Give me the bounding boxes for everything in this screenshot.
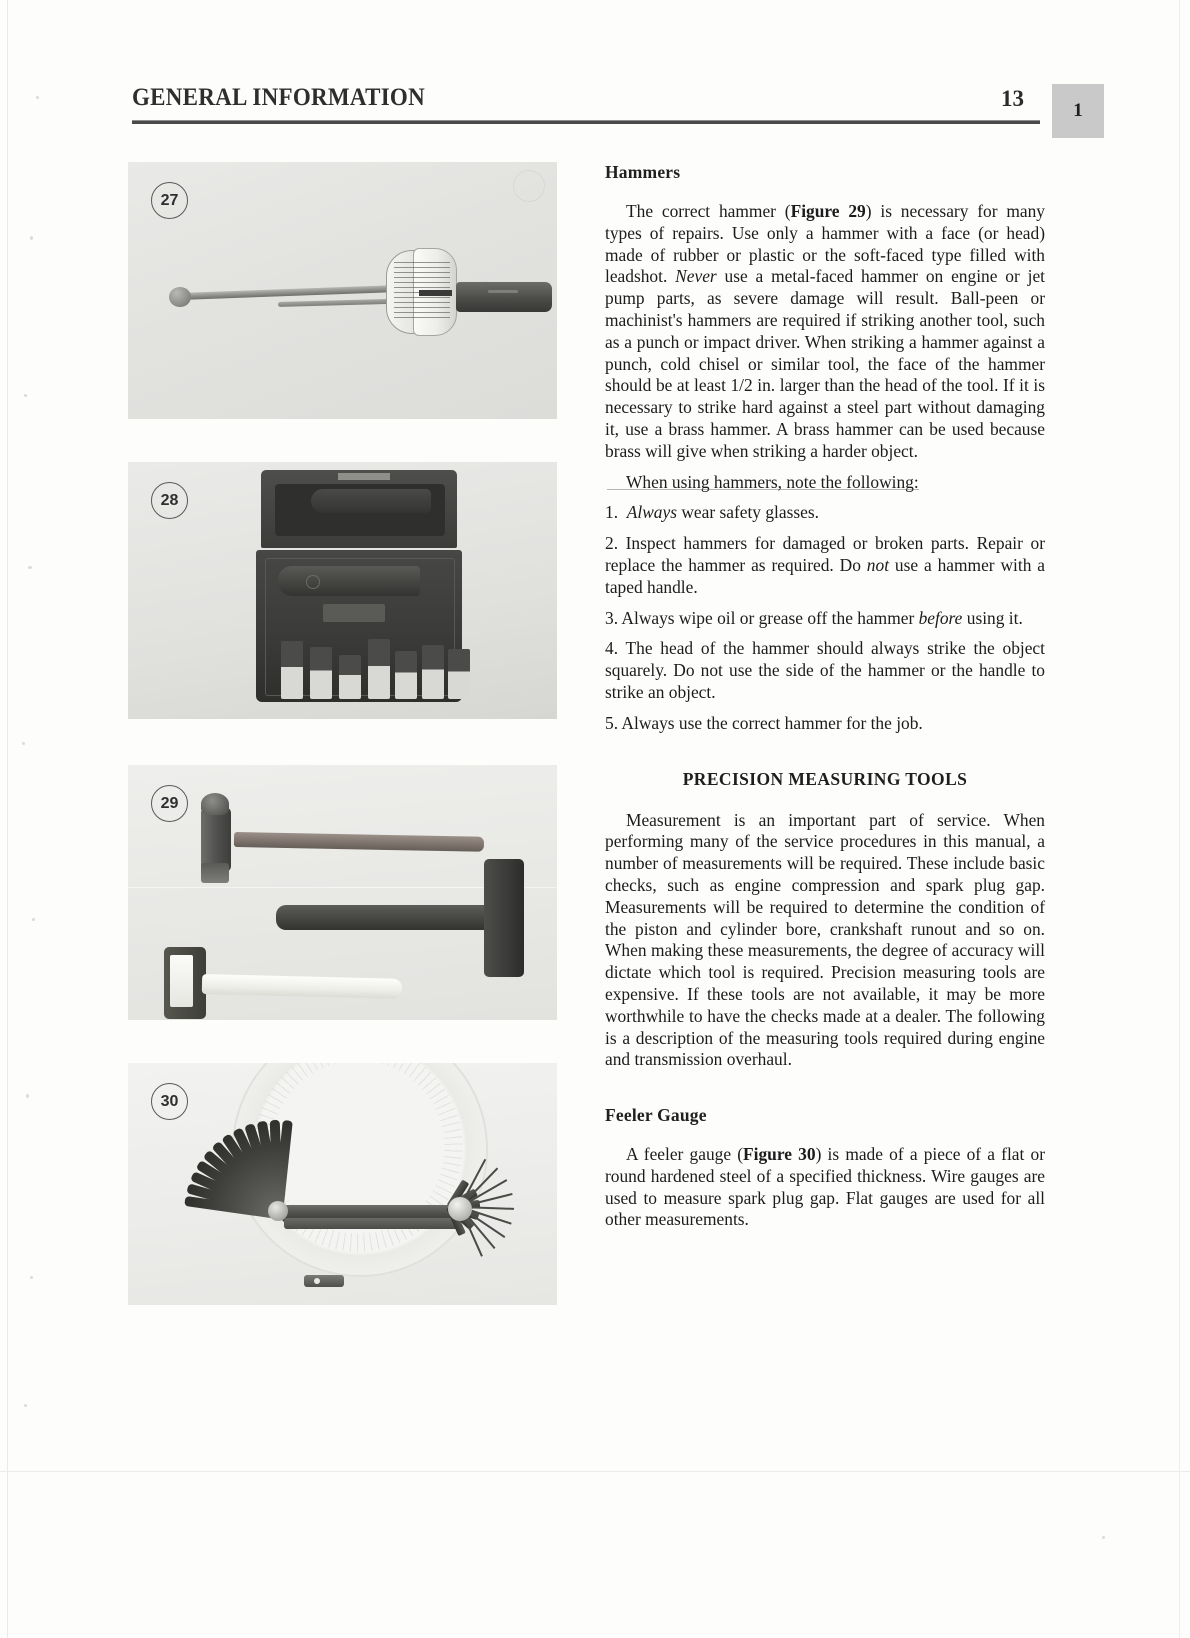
scan-speckle bbox=[24, 1404, 27, 1407]
hammers-paragraph bbox=[605, 201, 1045, 463]
precision-measuring-paragraph: Measurement is an important part of service. When performing many of the service procedures in this manual, a number of measurements will be required. These include basic checks, such as engine compression and spark plug gap. Measurements will be required to determine the condition of the piston and cylinder bore, crankshaft runout and so on. When making these measurements, the degree of accuracy will dictate which tool is required. Precision measuring tools are expensive. If these tools are not available, it may be more worthwhile to have the checks made at a dealer. The following is a description of the measuring tools required during engine and transmission overhaul. bbox=[605, 809, 1045, 1070]
figure-27-number-badge bbox=[151, 182, 188, 219]
scan-edge-left bbox=[7, 0, 8, 1638]
list-item-number: 5. bbox=[605, 712, 619, 733]
torque-wrench-handle-highlight bbox=[488, 290, 518, 293]
hammers-paragraph-part-1: The correct hammer ( bbox=[626, 201, 791, 221]
figure-29-number: 29 bbox=[160, 794, 179, 812]
list-item-text-2: using it. bbox=[962, 607, 1023, 628]
impact-driver-lid-slot bbox=[311, 489, 431, 513]
figure-30-photo bbox=[128, 1063, 557, 1305]
figure-30-number-badge bbox=[151, 1083, 188, 1120]
figure-29 bbox=[128, 765, 557, 1020]
impact-driver-bit bbox=[368, 639, 390, 699]
figure-28 bbox=[128, 462, 557, 719]
scan-speckle bbox=[32, 918, 35, 921]
list-item-text-2: use a hammer with a taped handle. bbox=[605, 554, 1045, 597]
list-item-number: 1. bbox=[605, 502, 619, 523]
plastic-hammer-handle bbox=[202, 974, 402, 999]
list-item bbox=[605, 533, 1045, 598]
torque-wrench-square-drive bbox=[169, 287, 191, 307]
figure-30 bbox=[128, 1063, 557, 1305]
impact-driver-bit bbox=[310, 647, 332, 699]
list-item-number: 4. bbox=[605, 638, 619, 659]
dead-blow-hammer-head bbox=[484, 859, 524, 977]
feeler-gauge-clip bbox=[304, 1275, 344, 1287]
scan-speckle bbox=[28, 566, 32, 569]
impact-driver-adapter bbox=[323, 604, 385, 622]
impact-driver-bit bbox=[395, 651, 417, 699]
ball-peen-hammer-face bbox=[201, 863, 229, 883]
feeler-gauge-heading: Feeler Gauge bbox=[605, 1105, 707, 1126]
impact-driver-bit bbox=[448, 649, 470, 699]
header-rule bbox=[132, 120, 1040, 124]
figure-28-number-badge bbox=[151, 482, 188, 519]
scan-speckle bbox=[1102, 1536, 1105, 1539]
hammers-paragraph-part-3: use a metal-faced hammer on engine or jet pump parts, as severe damage will result. Ball-peen or machinist's hammers are required if striking another tool, such as a punch or impact driver. When striking a hammer against a punch, cold chisel or similar tool, the face of the hammer should be at least 1/2 in. larger than the head of the tool. If it is necessary to strike hard against a steel part without damaging it, use a brass hammer. A brass hammer can be used because brass will give when striking a harder object. bbox=[605, 266, 1045, 461]
plastic-hammer-face bbox=[170, 955, 193, 1007]
list-item-text: Inspect hammers for damaged or broken parts. Repair or replace the hammer as required. Do bbox=[605, 533, 1045, 575]
figure-28-photo bbox=[128, 462, 557, 719]
page-title: GENERAL INFORMATION bbox=[132, 84, 425, 111]
list-item-emphasis: before bbox=[918, 607, 963, 628]
scan-speckle bbox=[26, 1094, 29, 1098]
list-item bbox=[605, 713, 1045, 735]
torque-wrench-needle bbox=[419, 290, 452, 296]
precision-measuring-tools-heading: PRECISION MEASURING TOOLS bbox=[682, 768, 968, 789]
chapter-tab-label: 1 bbox=[1073, 100, 1083, 121]
list-item-text: wear safety glasses. bbox=[677, 502, 819, 523]
list-item-emphasis: not bbox=[866, 554, 890, 575]
text-column bbox=[605, 162, 1045, 1240]
hammers-emphasis-never: Never bbox=[675, 266, 717, 287]
figure-27-number: 27 bbox=[160, 191, 179, 209]
feeler-gauge-body-lower bbox=[284, 1218, 460, 1229]
feeler-paragraph-part-2: ) is made of a piece of a flat or round hardened steel of a specified thickness. Wire gauges are used to measure spark plug gap. Flat gauges are used for all other measurements. bbox=[605, 1144, 1046, 1230]
impact-driver-bit bbox=[422, 645, 444, 699]
hammers-heading: Hammers bbox=[605, 162, 681, 182]
dead-blow-hammer-handle bbox=[276, 905, 508, 930]
scan-speckle bbox=[36, 96, 39, 99]
list-item-text: The head of the hammer should always strike the object squarely. Do not use the side of the hammer or the handle to strike an object. bbox=[605, 638, 1045, 702]
scan-speckle bbox=[30, 1276, 33, 1279]
scan-ghost-mark bbox=[513, 170, 545, 202]
figure-29-photo bbox=[128, 765, 557, 1020]
feeler-gauge-pivot-left bbox=[268, 1201, 288, 1221]
feeler-gauge-paragraph bbox=[605, 1144, 1045, 1231]
list-item-emphasis: Always bbox=[626, 502, 677, 523]
chapter-tab bbox=[1052, 84, 1104, 138]
hammers-list-lead-in: When using hammers, note the following: bbox=[605, 472, 1045, 494]
impact-driver-collar bbox=[306, 575, 320, 589]
list-item bbox=[605, 502, 1045, 524]
torque-wrench-handle bbox=[456, 282, 552, 312]
hammers-paragraph-part-2: ) is necessary for many types of repairs. Use only a hammer with a face (or head) made of rubber or plastic or the soft-faced type filled with leadshot. bbox=[605, 201, 1045, 287]
figure-27-photo bbox=[128, 162, 557, 419]
list-item bbox=[605, 638, 1045, 703]
scan-speckle bbox=[24, 394, 27, 397]
impact-driver-tool bbox=[278, 566, 420, 596]
page-header bbox=[132, 84, 1040, 130]
ball-peen-hammer-peen bbox=[201, 793, 229, 815]
impact-driver-bit bbox=[339, 655, 361, 699]
scan-speckle bbox=[22, 742, 25, 745]
list-item-number: 2. bbox=[605, 533, 619, 554]
scan-edge-bottom bbox=[0, 1471, 1190, 1472]
figure-30-number: 30 bbox=[160, 1092, 179, 1110]
figure-30-reference: Figure 30 bbox=[743, 1144, 816, 1165]
feeler-gauge-clip-hole bbox=[314, 1278, 320, 1284]
list-item-text: Always wipe oil or grease off the hammer bbox=[618, 607, 919, 628]
list-item-text: Always use the correct hammer for the job. bbox=[618, 712, 923, 733]
page-number: 13 bbox=[1001, 86, 1024, 111]
figure-27 bbox=[128, 162, 557, 419]
feeler-paragraph-part-1: A feeler gauge ( bbox=[626, 1144, 744, 1165]
figure-29-reference: Figure 29 bbox=[790, 201, 866, 221]
figure-28-number: 28 bbox=[160, 491, 179, 509]
impact-driver-bit bbox=[281, 641, 303, 699]
scan-edge-right bbox=[1179, 0, 1180, 1638]
scan-speckle bbox=[30, 236, 33, 240]
list-item bbox=[605, 608, 1045, 630]
ball-peen-hammer-handle bbox=[234, 832, 484, 852]
list-item-number: 3. bbox=[605, 607, 619, 628]
feeler-gauge-pivot-right bbox=[448, 1197, 472, 1221]
figure-29-number-badge bbox=[151, 785, 188, 822]
impact-driver-case-label bbox=[338, 473, 390, 480]
